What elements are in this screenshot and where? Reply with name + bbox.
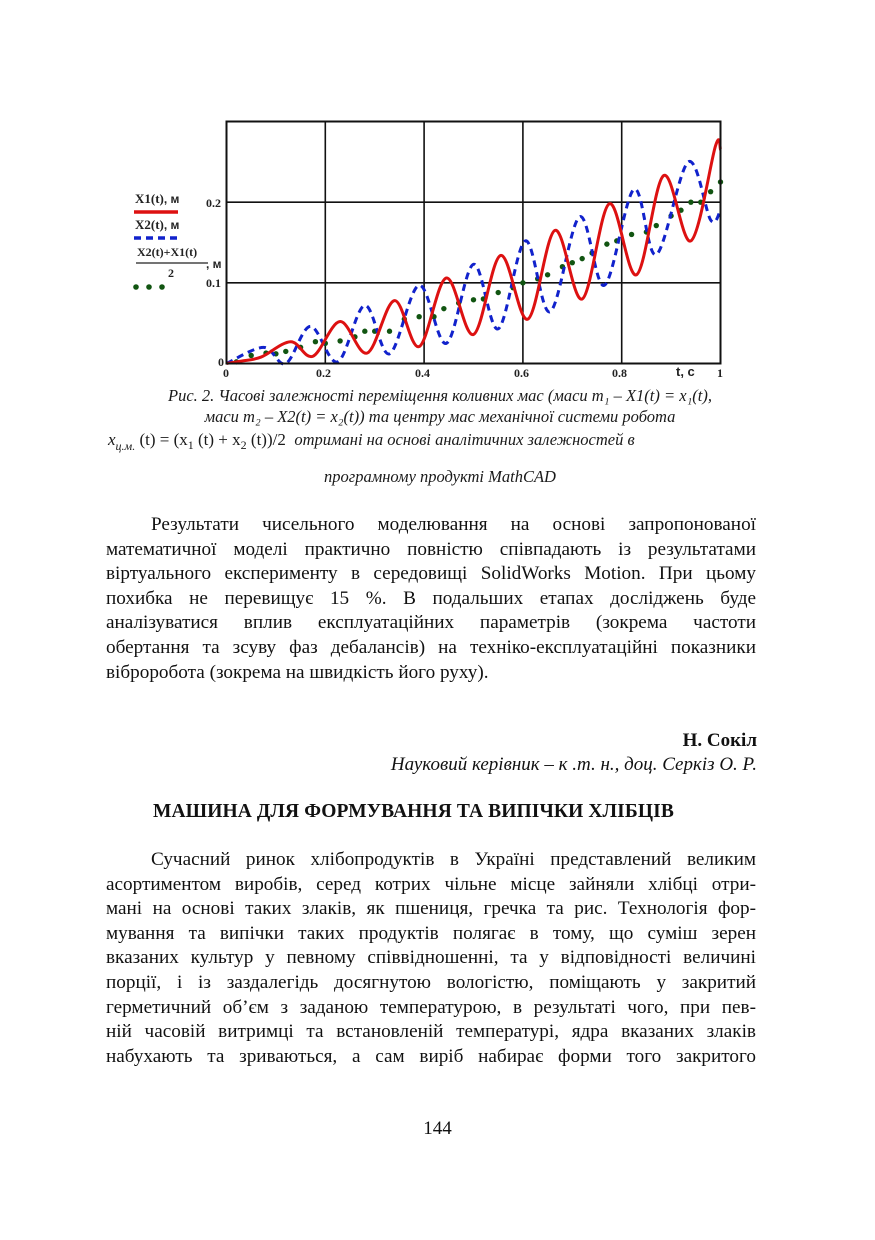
paragraph-line: віртуального експерименту в середовищі SolidWorks Motion. При цьому: [106, 563, 756, 585]
y-tick-0.1: 0.1: [206, 276, 221, 290]
formula-sub-1: 1: [187, 438, 194, 452]
formula-subscript: ц.м.: [115, 439, 136, 453]
mean-data-point: [570, 260, 575, 265]
paragraph-line: обертання та зсуву фаз дебалансів) на техніко-експлуатаційні показники: [106, 636, 756, 658]
chart-series: [227, 140, 724, 365]
formula-x: x: [108, 430, 116, 449]
paragraph-line: віброробота (зокрема на швидкість його руху).: [106, 661, 489, 683]
line-chart: [0, 0, 875, 390]
mean-data-point: [496, 290, 501, 295]
formula-tail-text: отримані на основі аналітичних залежностей в: [294, 430, 635, 449]
paragraph-line: мані на основі таких злаків, як пшениця, гречка та рис. Технологія фор-: [106, 898, 756, 920]
legend-x1-unit: , м: [163, 192, 180, 206]
paragraph-line: ній часовій витримці та встановленій температурі, ядра вказаних злаків: [106, 1021, 756, 1043]
mean-data-point: [708, 189, 713, 194]
legend-x1-text: X1(t): [135, 191, 164, 206]
x-tick-0.4: 0.4: [415, 366, 430, 380]
page-number: 144: [423, 1118, 452, 1139]
paragraph-line: порції, і із заздалегідь досягнутою вологістю, поміщають у закритий: [106, 971, 756, 993]
formula-part-2: (t) + x: [193, 430, 241, 449]
legend-x2-text: X2(t): [135, 217, 164, 232]
figure-caption-line-4: програмному продукті MathCAD: [324, 467, 556, 486]
paragraph-line: аналізуватися вплив експлуатаційних параметрів (зокрема частоти: [106, 612, 756, 634]
mean-data-point: [313, 339, 318, 344]
figure-caption-line-1: Рис. 2. Часові залежності переміщення коливних мас (маси m₁ – X1(t) = x₁(t),: [167, 386, 713, 405]
mean-data-point: [604, 241, 609, 246]
figure-chart: [0, 0, 875, 390]
mean-data-point: [283, 349, 288, 354]
scientific-advisor: Науковий керівник – к .т. н., доц. Серкіз О. Р.: [390, 754, 757, 775]
mean-data-point: [629, 232, 634, 237]
mean-data-point: [362, 329, 367, 334]
paragraph-line: набухають та зриваються, а сам виріб набирає форми того закритого: [106, 1045, 756, 1067]
legend-label-mean-numerator: X2(t)+X1(t): [137, 245, 198, 259]
x-tick-0: 0: [223, 366, 229, 380]
legend-x2-unit: , м: [163, 218, 180, 232]
x-tick-0.2: 0.2: [316, 366, 331, 380]
paragraph-line: мування та випічки таких продуктів полягає в тому, що суміш зерен: [106, 922, 756, 944]
paragraph-line: вказаних культур у певному співвідношенні, та у відповідності величині: [106, 947, 756, 969]
x-tick-1: 1: [717, 366, 723, 380]
mean-data-point: [249, 353, 254, 358]
paragraph-line: похибка не перевищує 15 %. В подальших етапах досліджень буде: [106, 587, 756, 609]
formula-sub-2: 2: [240, 438, 247, 452]
formula-part-1: (t) = (x: [139, 430, 188, 449]
paragraph-line: асортиментом виробів, серед котрих чільне місце зайняли хлібці отри-: [106, 873, 756, 895]
mean-data-point: [387, 329, 392, 334]
paragraph-line: Результати чисельного моделювання на основі запропонованої: [151, 514, 756, 535]
author-name: Н. Сокіл: [682, 730, 757, 751]
legend-dot: [159, 284, 165, 290]
mean-data-point: [416, 314, 421, 319]
legend-label-mean-denominator: 2: [168, 266, 174, 280]
mean-data-point: [579, 256, 584, 261]
formula-part-3: (t))/2: [246, 430, 286, 449]
legend-label-x1: [135, 191, 179, 207]
x-tick-0.6: 0.6: [514, 366, 529, 380]
paragraph-results: [106, 513, 756, 685]
series-x1-line: [227, 140, 721, 364]
mean-data-point: [688, 199, 693, 204]
paragraph-line: Сучасний ринок хлібопродуктів в Україні представлений великим: [151, 849, 756, 870]
x-axis-title: t, с: [676, 364, 695, 379]
figure-caption-line-2: маси m₂ – X2(t) = x₂(t)) та центру мас механічної системи робота: [204, 407, 676, 426]
caption-formula: [108, 430, 635, 454]
mean-data-point: [545, 272, 550, 277]
y-tick-0: 0: [218, 355, 224, 369]
y-tick-0.2: 0.2: [206, 196, 221, 210]
legend-label-x2: [135, 217, 179, 233]
x-tick-0.8: 0.8: [612, 366, 627, 380]
legend-dot: [146, 284, 152, 290]
paragraph-line: герметичний об’єм з заданою температурою, в результаті чого, при пев-: [106, 996, 756, 1018]
section-heading: МАШИНА ДЛЯ ФОРМУВАННЯ ТА ВИПІЧКИ ХЛІБЦІВ: [153, 801, 674, 822]
mean-data-point: [654, 223, 659, 228]
legend-mean-unit: , м: [206, 257, 222, 271]
mean-data-point: [441, 306, 446, 311]
legend-label-mean-unit: [206, 256, 222, 272]
legend-dot: [133, 284, 139, 290]
paragraph-line: математичної моделі практично повністю співпадають із результатами: [106, 538, 756, 560]
mean-data-point: [520, 280, 525, 285]
paragraph-bread-machine: [106, 848, 756, 1069]
mean-data-point: [471, 297, 476, 302]
mean-data-point: [337, 338, 342, 343]
